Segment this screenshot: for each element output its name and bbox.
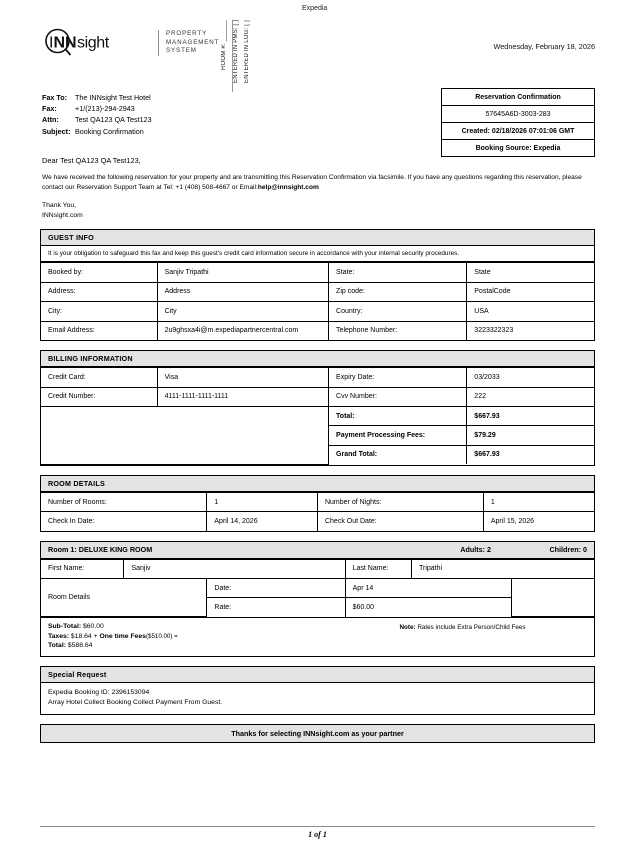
taxes-value: $18.64 + — [70, 632, 100, 640]
logo-divider — [158, 30, 159, 56]
confirmation-created: Created: 02/18/2026 07:01:06 GMT — [442, 123, 594, 140]
email-value: 2u9ghsxa4i@m.expediapartnercentral.com — [157, 321, 328, 340]
letter-signature: INNsight.com — [42, 211, 83, 219]
document-date: Wednesday, February 18, 2026 — [493, 42, 595, 51]
innsight-logo — [42, 28, 219, 58]
rates-note — [338, 622, 587, 651]
country-value: USA — [467, 302, 594, 321]
sub-total-label: Sub-Total: — [48, 623, 82, 631]
special-request-heading: Special Request — [41, 667, 594, 683]
room-details-table — [41, 492, 594, 531]
svg-text:I: I — [49, 34, 54, 52]
confirmation-number: 57645A6D-3003-283 — [442, 106, 594, 123]
confirmation-booking-source: Booking Source: Expedia — [475, 144, 561, 152]
room-1-guest-name-table — [41, 559, 594, 578]
first-name-value: Sanjiv — [124, 559, 345, 578]
room-total-value: $588.64 — [67, 642, 93, 650]
number-of-nights-label: Number of Nights: — [317, 493, 483, 512]
room-details-section — [40, 475, 595, 532]
special-request-section — [40, 666, 595, 715]
one-time-fees-value: ($510.00) = — [145, 632, 178, 640]
logo-wordmark — [42, 28, 157, 58]
rate-date-value: Apr 14 — [345, 578, 511, 597]
number-of-rooms-value: 1 — [207, 493, 318, 512]
grand-total-value: $667.93 — [467, 445, 594, 464]
cvv-value: 222 — [467, 387, 594, 406]
total-value: $667.93 — [467, 407, 594, 426]
svg-text:N: N — [65, 34, 77, 52]
room-1-banner — [40, 541, 595, 558]
footer-divider — [40, 826, 595, 827]
rate-date-label: Date: — [207, 578, 345, 597]
guest-info-section — [40, 229, 595, 341]
total-label: Total: — [329, 407, 467, 426]
room-total-label: Total: — [48, 642, 66, 650]
fax-attn-line — [42, 114, 152, 125]
table-row — [41, 282, 594, 301]
table-row — [41, 387, 594, 406]
billing-table — [41, 367, 594, 464]
stamp-room-number: ROOM #: ______ — [221, 20, 233, 92]
fax-subject-label: Subject: — [42, 126, 71, 136]
room-details-cell-label: Room Details — [41, 578, 207, 616]
guest-info-disclaimer: It is your obligation to safeguard this fax and keep this guest's credit card information secure in accordance with your internal security procedures. — [41, 246, 594, 262]
billing-empty-cell — [41, 407, 329, 465]
expiry-date-label: Expiry Date: — [329, 368, 467, 387]
zip-code-value: PostalCode — [467, 282, 594, 301]
taxes-line — [48, 632, 338, 642]
logo-tagline-line-3: SYSTEM — [166, 47, 197, 55]
special-request-line-2: Array Hotel Collect Booking Collect Payment From Guest. — [48, 699, 223, 707]
zip-code-label: Zip code: — [329, 282, 467, 301]
telephone-value: 3223322323 — [467, 321, 594, 340]
fax-header-block — [42, 92, 152, 137]
taxes-label: Taxes: — [48, 632, 70, 640]
city-label: City: — [41, 302, 157, 321]
email-label: Email Address: — [41, 321, 157, 340]
number-of-nights-value: 1 — [483, 493, 594, 512]
fax-and-confirmation-row — [40, 92, 595, 156]
table-row — [41, 578, 594, 597]
city-value: City — [157, 302, 328, 321]
sub-total-value: $60.00 — [83, 623, 104, 631]
room-1-title: Room 1: DELUXE KING ROOM — [48, 545, 153, 555]
fax-subject-line — [42, 126, 152, 137]
svg-text:sight: sight — [77, 34, 109, 52]
number-of-rooms-label: Number of Rooms: — [41, 493, 207, 512]
telephone-label: Telephone Number: — [329, 321, 467, 340]
page-footer — [40, 826, 595, 839]
fax-subject-value: Booking Confirmation — [75, 126, 144, 136]
svg-text:N: N — [53, 34, 65, 52]
table-row — [41, 559, 594, 578]
guest-info-table — [41, 262, 594, 340]
country-label: Country: — [329, 302, 467, 321]
check-out-value: April 15, 2026 — [483, 512, 594, 531]
special-request-line-1: Expedia Booking ID: 2396153094 — [48, 689, 150, 697]
thanks-banner: Thanks for selecting INNsight.com as your partner — [40, 724, 595, 743]
room-1-rate-table — [41, 578, 594, 617]
address-label: Address: — [41, 282, 157, 301]
grand-total-label: Grand Total: — [329, 445, 467, 464]
state-value: State — [467, 263, 594, 282]
logo-tagline-line-1: PROPERTY — [166, 30, 208, 38]
fax-number-value: +1/(213)-294-2943 — [75, 104, 135, 114]
manual-entry-stamps — [221, 20, 255, 92]
state-label: State: — [329, 263, 467, 282]
rates-note-label: Note: — [399, 624, 416, 632]
room-total-line — [48, 641, 338, 651]
first-name-label: First Name: — [41, 559, 124, 578]
room-1-block — [40, 541, 595, 657]
table-row — [41, 512, 594, 531]
one-time-fees-label: One time Fees — [99, 632, 146, 640]
reservation-confirmation-box — [441, 88, 595, 157]
letter-thank-you: Thank You, — [42, 202, 77, 209]
fax-to-label: Fax To: — [42, 93, 68, 102]
fax-to-line — [42, 92, 152, 103]
room-1-totals — [41, 617, 594, 656]
confirmation-title: Reservation Confirmation — [442, 89, 594, 106]
room-1-children: Children: 0 — [549, 545, 587, 555]
fax-number-line — [42, 103, 152, 114]
stamp-entered-in-log: ENTERED IN LOG: [ ] — [244, 20, 250, 83]
credit-card-label: Credit Card: — [41, 368, 157, 387]
check-in-label: Check In Date: — [41, 512, 207, 531]
letter-paragraph-text: We have received the following reservation for your property and are transmitting this Reservation Confirmation via facsimile. If you have any questions regarding this reservation, please contact our Reservation Support Team at Tel: +1 (408) 508-4667 or Email: — [42, 174, 582, 191]
processing-fees-label: Payment Processing Fees: — [329, 426, 467, 445]
billing-heading: BILLING INFORMATION — [41, 351, 594, 367]
letter-salutation: Dear Test QA123 QA Test123, — [42, 156, 141, 165]
letter-paragraph — [42, 173, 595, 193]
guest-info-heading: GUEST INFO — [41, 230, 594, 246]
logo-tagline — [166, 30, 219, 56]
address-value: Address — [157, 282, 328, 301]
booked-by-label: Booked by: — [41, 263, 157, 282]
sub-total-line — [48, 622, 338, 632]
credit-card-value: Visa — [157, 368, 328, 387]
innsight-logo-icon — [42, 28, 150, 58]
booked-by-value: Sanjiv Tripathi — [157, 263, 328, 282]
booking-source-top-label: Expedia — [302, 5, 328, 12]
fax-to-value: The INNsight Test Hotel — [75, 93, 151, 102]
rate-value: $60.00 — [345, 598, 511, 617]
last-name-value: Tripathi — [411, 559, 594, 578]
room-details-heading: ROOM DETAILS — [41, 476, 594, 492]
table-row — [41, 407, 594, 426]
letter-body — [40, 156, 595, 220]
room-1-totals-left — [48, 622, 338, 651]
cvv-label: Cvv Number: — [329, 387, 467, 406]
table-row — [41, 302, 594, 321]
table-row — [41, 321, 594, 340]
rate-empty-cell — [511, 578, 594, 616]
logo-tagline-line-2: MANAGEMENT — [166, 38, 220, 46]
page-header — [40, 0, 595, 92]
special-request-body — [41, 683, 594, 714]
billing-information-section — [40, 350, 595, 466]
last-name-label: Last Name: — [345, 559, 411, 578]
table-row — [41, 493, 594, 512]
letter-closing — [42, 201, 595, 220]
room-1-details — [40, 558, 595, 657]
stamp-entered-in-pms: ENTERED IN PMS: [ ] — [233, 20, 239, 84]
check-in-value: April 14, 2026 — [207, 512, 318, 531]
check-out-label: Check Out Date: — [317, 512, 483, 531]
processing-fees-value: $79.29 — [467, 426, 594, 445]
fax-attn-value: Test QA123 QA Test123 — [75, 115, 152, 125]
page-number: 1 of 1 — [308, 830, 327, 839]
table-row — [41, 368, 594, 387]
credit-number-value: 4111-1111-1111-1111 — [157, 387, 328, 406]
fax-number-label: Fax: — [42, 104, 57, 114]
fax-attn-label: Attn: — [42, 115, 59, 125]
expiry-date-value: 03/2033 — [467, 368, 594, 387]
room-1-adults: Adults: 2 — [460, 545, 491, 555]
table-row — [41, 263, 594, 282]
rate-label: Rate: — [207, 598, 345, 617]
rates-note-text: Rates include Extra Person/Child Fees — [417, 624, 526, 632]
support-email: help@innsight.com — [257, 184, 319, 191]
credit-number-label: Credit Number: — [41, 387, 157, 406]
